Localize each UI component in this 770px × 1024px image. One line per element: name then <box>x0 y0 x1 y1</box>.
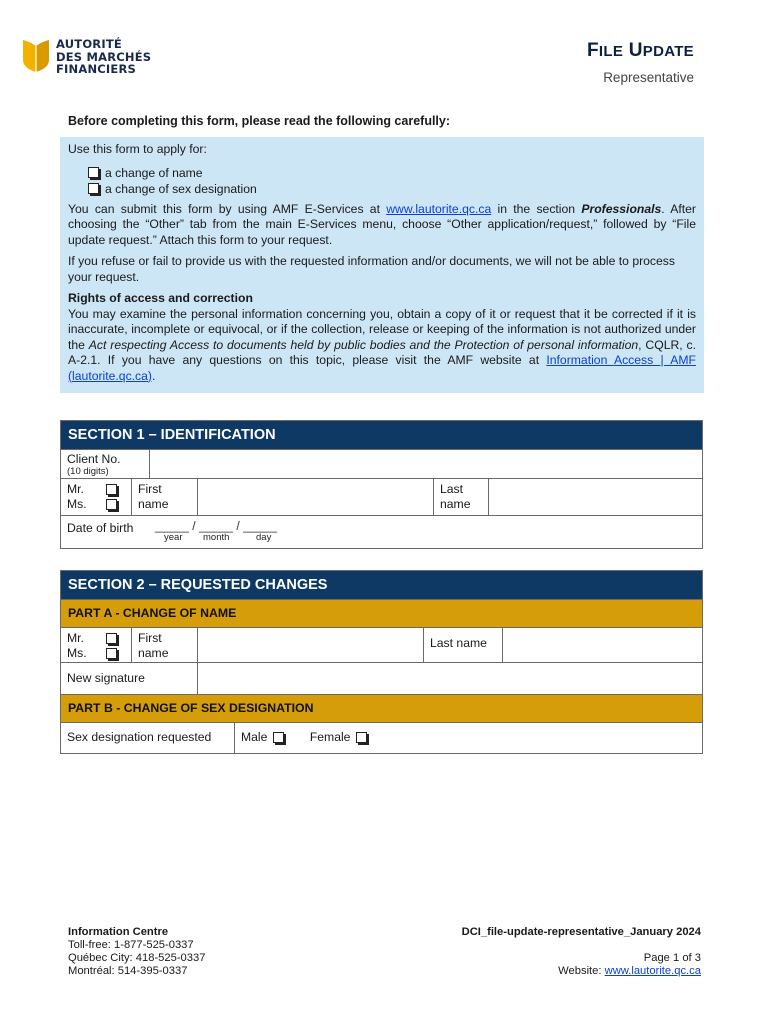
use-for-text: Use this form to apply for: <box>68 142 207 156</box>
section-2-table <box>60 570 703 754</box>
first-name-field[interactable] <box>197 479 433 515</box>
checkbox-icon <box>88 167 99 178</box>
female-checkbox[interactable] <box>356 732 367 743</box>
list-item: a change of name <box>88 165 696 181</box>
client-no-hint: (10 digits) <box>67 466 109 477</box>
rights-heading: Rights of access and correction <box>68 291 253 305</box>
sex-designation-label: Sex designation requested <box>67 730 212 744</box>
sex-designation-row <box>61 722 702 753</box>
client-no-row <box>61 449 702 478</box>
part-b-title: PART B - CHANGE OF SEX DESIGNATION <box>61 694 702 722</box>
quebec-number: Québec City: 418-525-0337 <box>68 952 206 964</box>
male-option[interactable]: Male <box>241 730 284 744</box>
signature-row <box>61 662 702 694</box>
amf-emblem-icon <box>22 38 50 74</box>
section-1-table <box>60 420 703 549</box>
list-item: a change of sex designation <box>88 181 696 197</box>
footer-meta <box>462 926 701 978</box>
footer-website-link[interactable]: www.lautorite.qc.ca <box>604 965 701 977</box>
first-name-field[interactable] <box>197 628 423 662</box>
female-option[interactable]: Female <box>310 730 368 744</box>
last-name-field[interactable] <box>502 628 702 662</box>
page-subtitle: Representative <box>603 70 694 85</box>
section-2-title: SECTION 2 – REQUESTED CHANGES <box>61 571 702 599</box>
last-name-field[interactable] <box>488 479 702 515</box>
dob-label: Date of birth <box>67 521 134 535</box>
client-no-label: Client No. <box>67 452 121 466</box>
new-signature-field[interactable] <box>197 663 702 694</box>
checkbox-icon <box>88 183 99 194</box>
montreal-number: Montréal: 514-395-0337 <box>68 965 188 977</box>
last-name-label: Last name <box>423 628 502 662</box>
refusal-notice: If you refuse or fail to provide us with the requested information and/or documents, we will not be able to process your request. <box>68 254 675 284</box>
new-signature-label: New signature <box>67 671 145 685</box>
last-name-label: Last <box>440 482 464 496</box>
mr-checkbox[interactable] <box>106 633 117 644</box>
section-1-title: SECTION 1 – IDENTIFICATION <box>61 421 702 449</box>
submit-instructions: You can submit this form by using AMF E-Services at www.lautorite.qc.ca in the section Professionals. After choosing the “Other” tab from the main E-Services menu, choose “Other application/request,” followed by “File update request.” Attach this form to your request. <box>68 201 696 247</box>
part-a-title: PART A - CHANGE OF NAME <box>61 599 702 627</box>
ms-checkbox[interactable] <box>106 648 117 659</box>
dob-field[interactable]: _____ / _____ / _____ year month day <box>155 519 277 543</box>
first-name-label: First <box>138 482 162 496</box>
information-access-link[interactable]: Information Access | AMF (lautorite.qc.ca) <box>68 353 696 383</box>
new-name-row: Mr. Ms. First name Last name <box>61 627 702 662</box>
tollfree-number: Toll-free: 1-877-525-0337 <box>68 939 194 951</box>
instructions-box <box>60 137 704 393</box>
page-title: FILE UPDATE <box>586 40 694 61</box>
rights-text: You may examine the personal information concerning you, obtain a copy of it or request that it be corrected if it is inaccurate, incomplete or equivocal, or if the collection, release or keeping of the information is not authorized under the Act respecting Access to documents held by public bodies and the Protection of personal information, CQLR, c. A-2.1. If you have any questions on this topic, please visit the AMF website at Information Access | AMF (lautorite.qc.ca). <box>68 306 696 383</box>
name-row: Mr. Ms. First name Last name <box>61 478 702 515</box>
dob-row <box>61 515 702 548</box>
amf-logo <box>22 38 151 76</box>
mr-checkbox[interactable] <box>106 484 117 495</box>
logo-wordmark: AUTORITÉ DES MARCHÉS FINANCIERS <box>56 37 152 76</box>
footer-contact <box>68 926 205 978</box>
first-name-label: First <box>138 631 162 645</box>
client-no-field[interactable] <box>149 450 702 478</box>
intro-heading: Before completing this form, please read the following carefully: <box>68 114 451 128</box>
male-checkbox[interactable] <box>273 732 284 743</box>
options-list <box>88 165 696 197</box>
document-id: DCI_file-update-representative_January 2024 <box>461 926 701 938</box>
info-centre-label: Information Centre <box>68 926 169 938</box>
ms-checkbox[interactable] <box>106 499 117 510</box>
page-number: Page 1 of 3 <box>643 952 701 964</box>
footer-website: Website: www.lautorite.qc.ca <box>558 965 701 977</box>
website-link[interactable]: www.lautorite.qc.ca <box>386 201 492 216</box>
